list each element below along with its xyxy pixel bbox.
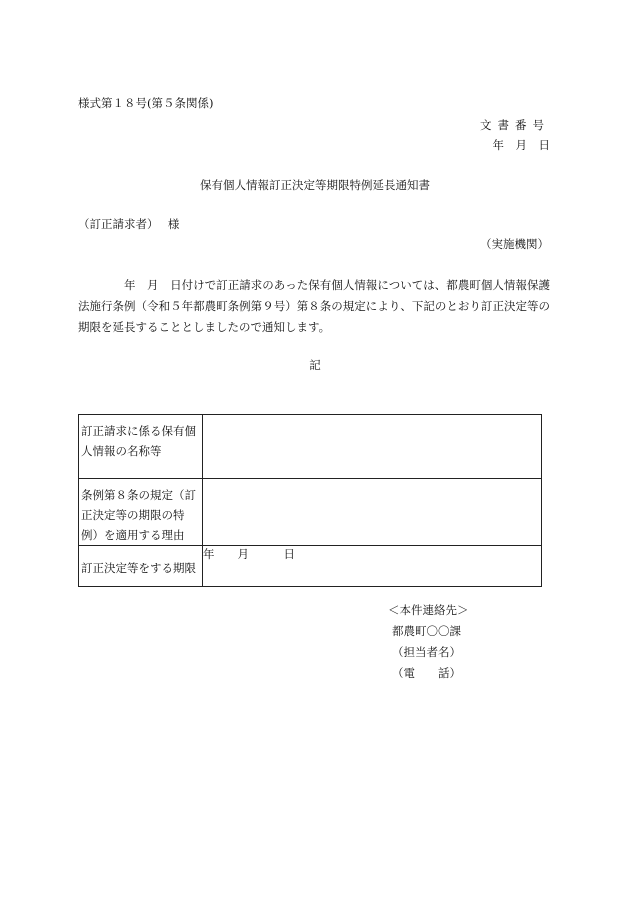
table-row	[79, 479, 542, 546]
contact-phone: （電 話）	[392, 666, 461, 680]
info-table	[78, 414, 542, 587]
record-name-label: 訂正請求に係る保有個人情報の名称等	[79, 415, 203, 479]
addressee: （訂正請求者） 様	[78, 217, 180, 231]
contact-heading: ＜本件連絡先＞	[388, 603, 469, 617]
date-line: 年 月 日	[492, 138, 550, 152]
issuing-agency: （実施機関）	[480, 237, 549, 251]
record-name-value	[203, 415, 542, 479]
contact-department: 都農町〇〇課	[392, 624, 461, 638]
reason-value	[203, 479, 542, 546]
document-number: 文書番号	[480, 118, 550, 132]
table-row	[79, 415, 542, 479]
contact-person: （担当者名）	[392, 645, 461, 659]
deadline-label: 訂正決定等をする期限	[79, 546, 203, 587]
contact-block	[388, 600, 469, 684]
body-paragraph: 年 月 日付けで訂正請求のあった保有個人情報については、都農町個人情報保護法施行条例（令和５年都農町条例第９号）第８条の規定により、下記のとおり訂正決定等の期限を延長することとしましたので通知します。	[78, 278, 550, 334]
form-number: 様式第１８号(第５条関係)	[78, 96, 214, 110]
document-title: 保有個人情報訂正決定等期限特例延長通知書	[200, 178, 430, 192]
table-row	[79, 546, 542, 587]
ki-heading: 記	[309, 358, 321, 372]
deadline-value: 年 月 日	[203, 546, 542, 587]
reason-label: 条例第８条の規定（訂正決定等の期限の特例）を適用する理由	[79, 479, 203, 546]
